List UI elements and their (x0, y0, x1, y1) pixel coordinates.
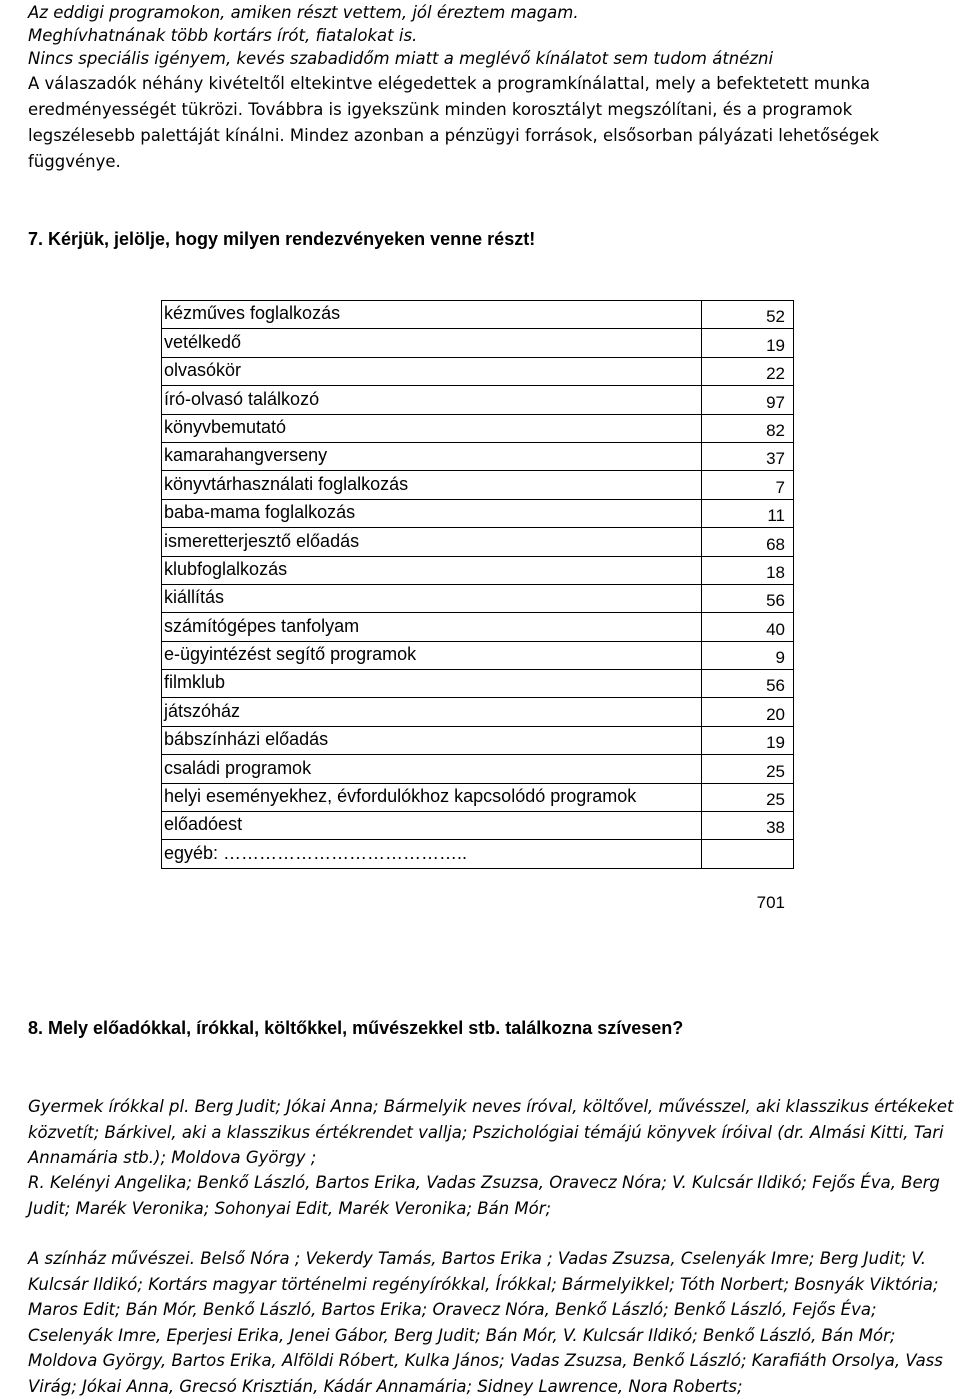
event-count: 68 (766, 534, 785, 554)
event-type-cell (162, 329, 702, 357)
event-count: 37 (766, 449, 785, 469)
events-total: 701 (756, 893, 785, 912)
table-row (162, 812, 794, 840)
event-count: 40 (766, 619, 785, 639)
event-type-cell (162, 442, 702, 470)
table-row (162, 556, 794, 584)
question-7-heading: 7. Kérjük, jelölje, hogy milyen rendezvényeken venne részt! (28, 229, 536, 249)
event-count: 19 (766, 733, 785, 753)
intro-comment-1: Az eddigi programokon, amiken részt vettem, jól éreztem magam. (28, 3, 579, 22)
event-count: 20 (766, 704, 785, 724)
table-row (162, 329, 794, 357)
event-type-cell (162, 840, 702, 868)
event-type-label: kamarahangverseny (164, 445, 328, 466)
event-type-label: könyvtárhasználati foglalkozás (164, 473, 409, 494)
answer-paragraph-2: R. Kelényi Angelika; Benkő László, Bartos Erika, Vadas Zsuzsa, Oravecz Nóra; V. Kulcsár Ildikó; Fejős Éva, Berg Judit; Marék Veronika; Sohonyai Edit, Marék Veronika; Bán Mór; (28, 1173, 940, 1218)
event-type-label: klubfoglalkozás (164, 558, 288, 579)
event-type-label: e-ügyintézést segítő programok (164, 644, 417, 665)
event-type-cell (162, 499, 702, 527)
event-type-cell (162, 528, 702, 556)
question-8-heading: 8. Mely előadókkal, írókkal, költőkkel, művészekkel stb. találkozna szívesen? (28, 1018, 684, 1038)
event-count-cell (702, 613, 794, 641)
event-type-cell (162, 755, 702, 783)
event-count: 97 (766, 392, 785, 412)
table-row (162, 670, 794, 698)
events-table (161, 300, 794, 869)
table-row (162, 726, 794, 754)
event-type-cell (162, 670, 702, 698)
event-type-cell (162, 726, 702, 754)
table-row (162, 386, 794, 414)
table-row (162, 499, 794, 527)
event-count-cell (702, 414, 794, 442)
event-count: 52 (766, 307, 785, 327)
event-type-cell (162, 386, 702, 414)
event-count-cell (702, 840, 794, 868)
event-type-cell (162, 812, 702, 840)
event-type-cell (162, 783, 702, 811)
table-row (162, 584, 794, 612)
table-row (162, 301, 794, 329)
event-count: 38 (766, 818, 785, 838)
event-count: 19 (766, 335, 785, 355)
events-table-body (162, 301, 794, 869)
event-type-label: filmklub (164, 672, 226, 693)
event-type-label: kézműves foglalkozás (164, 303, 341, 324)
event-count-cell (702, 357, 794, 385)
event-type-label: számítógépes tanfolyam (164, 615, 360, 636)
event-type-label: előadóest (164, 814, 243, 835)
table-row (162, 357, 794, 385)
event-type-cell (162, 471, 702, 499)
event-type-cell (162, 584, 702, 612)
event-type-cell (162, 641, 702, 669)
event-count-cell (702, 301, 794, 329)
event-type-cell (162, 357, 702, 385)
event-count: 25 (766, 761, 785, 781)
table-row (162, 442, 794, 470)
table-row (162, 414, 794, 442)
event-type-label: bábszínházi előadás (164, 729, 329, 750)
event-count-cell (702, 471, 794, 499)
event-count-cell (702, 698, 794, 726)
table-row (162, 613, 794, 641)
table-row (162, 528, 794, 556)
event-count: 7 (775, 477, 785, 497)
event-type-label: helyi eseményekhez, évfordulókhoz kapcsolódó programok (164, 786, 637, 807)
event-type-cell (162, 556, 702, 584)
event-count: 22 (766, 364, 785, 384)
event-count-cell (702, 528, 794, 556)
event-count: 56 (766, 676, 785, 696)
table-row (162, 783, 794, 811)
event-type-cell (162, 301, 702, 329)
table-row (162, 641, 794, 669)
event-count: 9 (775, 648, 785, 668)
event-count-cell (702, 755, 794, 783)
event-type-label: ismeretterjesztő előadás (164, 530, 360, 551)
table-row (162, 755, 794, 783)
event-count-cell (702, 442, 794, 470)
event-count-cell (702, 670, 794, 698)
event-count-cell (702, 499, 794, 527)
answer-paragraph-1: Gyermek írókkal pl. Berg Judit; Jókai Anna; Bármelyik neves íróval, költővel, művésszel, aki klasszikus értékeket közvetít; Bárkivel, aki a klasszikus értékrendet vallja; Pszichológiai témájú könyvek íróival (dr. Almási Kitti, Tari Annamária stb.); Moldova György ; (28, 1097, 954, 1167)
event-type-label: játszóház (164, 700, 241, 721)
event-type-label: egyéb: ………………………………….. (164, 842, 468, 863)
event-type-cell (162, 698, 702, 726)
event-count-cell (702, 726, 794, 754)
answer-paragraph-3: A színház művészei. Belső Nóra ; Vekerdy Tamás, Bartos Erika ; Vadas Zsuzsa, Cselenyák Imre; Berg Judit; V. Kulcsár Ildikó; Kortárs magyar történelmi regényírókkal, Írókkal; Bármelyikkel; Tóth Norbert; Bosnyák Viktória; Maros Edit; Bán Mór, Benkő László, Bartos Erika; Oravecz Nóra, Benkő László; Benkő László, Fejős Éva; Cselenyák Imre, Eperjesi Erika, Jenei Gábor, Berg Judit; Bán Mór, V. Kulcsár Ildikó; Benkő László, Bán Mór; Moldova György, Bartos Erika, Alföldi Róbert, Kulka János; Vadas Zsuzsa, Benkő László; Karafiáth Orsolya, Vass Virág; Jókai Anna, Grecsó Krisztián, Kádár Annamária; Sidney Lawrence, Nora Roberts; (28, 1249, 943, 1396)
event-count-cell (702, 584, 794, 612)
event-count-cell (702, 812, 794, 840)
event-count: 25 (766, 790, 785, 810)
event-type-label: családi programok (164, 757, 312, 778)
event-count: 11 (767, 506, 785, 526)
event-type-cell (162, 613, 702, 641)
event-type-label: vetélkedő (164, 331, 242, 352)
event-count-cell (702, 329, 794, 357)
event-type-label: kiállítás (164, 587, 225, 608)
event-count-cell (702, 386, 794, 414)
event-type-label: olvasókör (164, 360, 242, 381)
summary-paragraph: A válaszadók néhány kivételtől eltekintve elégedettek a programkínálattal, mely a befektetett munka eredményességét tükrözi. Továbbra is igyekszünk minden korosztályt megszólítani, és a programok legszélesebb palettáját kínálni. Mindez azonban a pénzügyi források, elsősorban pályázati lehetőségek függvénye. (28, 74, 880, 171)
event-count-cell (702, 783, 794, 811)
event-count-cell (702, 641, 794, 669)
table-row (162, 840, 794, 868)
event-count-cell (702, 556, 794, 584)
event-count: 82 (766, 420, 785, 440)
event-type-label: író-olvasó találkozó (164, 388, 320, 409)
intro-comment-3: Nincs speciális igényem, kevés szabadidőm miatt a meglévő kínálatot sem tudom átnézni (28, 49, 774, 68)
event-count: 56 (766, 591, 785, 611)
event-type-cell (162, 414, 702, 442)
table-row (162, 471, 794, 499)
event-count: 18 (766, 562, 785, 582)
event-type-label: baba-mama foglalkozás (164, 502, 356, 523)
event-type-label: könyvbemutató (164, 416, 287, 437)
table-row (162, 698, 794, 726)
intro-comment-2: Meghívhatnának több kortárs írót, fiatalokat is. (28, 26, 418, 45)
